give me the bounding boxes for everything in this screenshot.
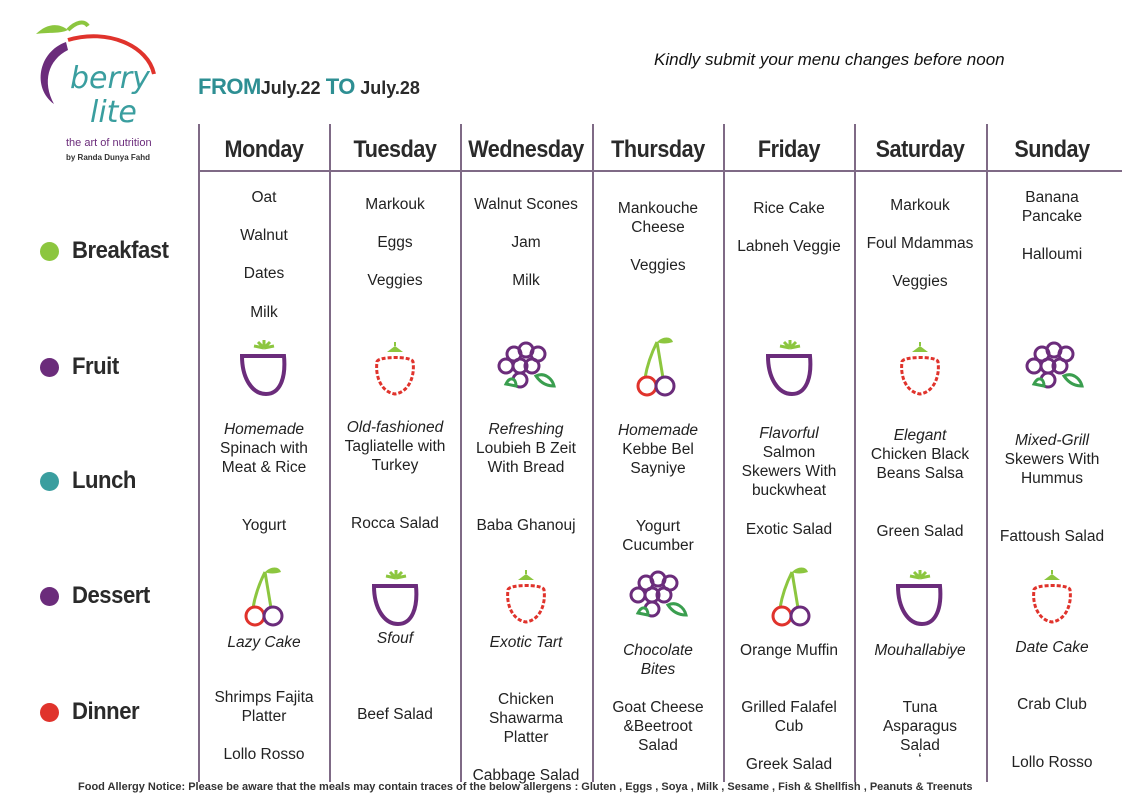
dessert-tuesday: Sfouf [376, 630, 414, 647]
menu-item: Markouk [890, 197, 950, 214]
menu-item: Foul Mdammas [866, 235, 974, 252]
lunch-dish: Chicken Black Beans Salsa [870, 446, 970, 482]
day-header-wednesday: Wednesday [468, 136, 584, 163]
day-header-friday: Friday [757, 136, 821, 163]
grapes-icon [628, 565, 688, 629]
to-date: July.28 [360, 78, 420, 98]
dinner-monday [199, 688, 329, 764]
breakfast-sunday [987, 188, 1117, 264]
from-date: July.22 [260, 78, 321, 98]
breakfast-tuesday [330, 195, 460, 290]
menu-item: Goat Cheese &Beetroot Salad [612, 699, 704, 754]
menu-item: Dates [243, 265, 285, 282]
dinner-thursday [593, 698, 723, 755]
lunch-side-sunday: Fattoush Salad [999, 528, 1105, 545]
grapes-icon [496, 336, 556, 400]
dessert-wednesday: Exotic Tart [489, 634, 563, 651]
plum-icon [760, 338, 820, 402]
lunch-dish: Salmon Skewers With buckwheat [741, 444, 837, 499]
menu-item: Mankouche Cheese [617, 200, 699, 236]
lunch-adjective: Old-fashioned [346, 419, 444, 436]
lunch-dot [40, 472, 59, 491]
menu-item: Cabbage Salad [472, 767, 580, 784]
plum-icon [366, 568, 426, 632]
strawberry-icon [496, 568, 556, 632]
dessert-thursday [593, 641, 723, 679]
menu-item: Walnut Scones [474, 196, 578, 213]
menu-item: Veggies [892, 273, 948, 290]
plum-icon [890, 568, 950, 632]
breakfast-wednesday [461, 195, 591, 290]
lunch-friday [724, 424, 854, 500]
menu-item: Tuna Asparagus Salad [882, 699, 958, 754]
lunch-thursday [593, 421, 723, 478]
lunch-sunday [987, 431, 1117, 488]
meal-label-fruit: Fruit [40, 352, 123, 382]
lunch-side-monday: Yogurt [241, 517, 287, 534]
lunch-side-thursday [593, 517, 723, 555]
day-header-saturday: Saturday [875, 136, 965, 163]
fruit-dot [40, 358, 59, 377]
lunch-side-saturday: Green Salad [876, 523, 964, 540]
dessert-friday: Orange Muffin [740, 642, 838, 659]
lunch-dish: Spinach with Meat & Rice [220, 440, 308, 476]
meal-label-dinner: Dinner [40, 697, 145, 727]
dessert-monday: Lazy Cake [227, 634, 301, 651]
svg-text:the art of nutrition: the art of nutrition [66, 137, 152, 149]
menu-item: Jam [511, 234, 541, 251]
menu-item: Banana Pancake [1021, 189, 1083, 225]
dinner-dot [40, 703, 59, 722]
breakfast-monday [199, 188, 329, 322]
cherries-icon [627, 334, 687, 398]
menu-item: Milk [250, 304, 278, 321]
menu-item: Lollo Rosso [1011, 754, 1093, 771]
lunch-dish: Kebbe Bel Sayniye [622, 441, 694, 477]
date-range [198, 74, 420, 100]
lunch-side-friday: Exotic Salad [745, 521, 833, 538]
berry-lite-logo [28, 18, 163, 168]
dinner-saturday [855, 698, 985, 768]
lunch-dish: Skewers With Hummus [1004, 451, 1100, 487]
menu-item: Beef Salad [357, 706, 433, 723]
menu-item: Crab Club [1017, 696, 1087, 713]
strawberry-icon [1022, 568, 1082, 632]
breakfast-saturday [855, 196, 985, 291]
lunch-dish: Tagliatelle with Turkey [344, 438, 446, 474]
menu-item: Oat [251, 189, 277, 206]
lunch-saturday [855, 426, 985, 483]
lunch-adjective: Mixed-Grill [1014, 432, 1090, 449]
svg-text:lite: lite [90, 95, 137, 130]
breakfast-thursday [593, 199, 723, 275]
cherries-icon [235, 564, 295, 628]
strawberry-icon [890, 340, 950, 404]
lunch-side-wednesday: Baba Ghanouj [476, 517, 576, 534]
day-header-tuesday: Tuesday [353, 136, 437, 163]
allergy-notice: Food Allergy Notice: Please be aware that the meals may contain traces of the below allergens : Gluten , Eggs , Soya , Milk , Sesame , Fish & Shellfish , Peanuts & Treenuts [78, 781, 973, 793]
menu-item: Walnut [240, 227, 288, 244]
menu-item: Labneh Veggie [737, 238, 841, 255]
menu-item: Veggies [630, 257, 686, 274]
lunch-side: Yogurt Cucumber [622, 518, 694, 554]
menu-item: Lollo Rosso [223, 746, 305, 763]
meal-label-lunch: Lunch [40, 466, 142, 496]
grapes-icon [1024, 336, 1084, 400]
menu-item: Grilled Falafel Cub [741, 699, 837, 735]
lunch-wednesday [461, 420, 591, 477]
lunch-tuesday [330, 418, 460, 475]
breakfast-dot [40, 242, 59, 261]
plum-icon [234, 338, 294, 402]
day-header-thursday: Thursday [611, 136, 705, 163]
lunch-monday [199, 420, 329, 477]
menu-item: Greek Salad [745, 756, 833, 773]
svg-text:berry: berry [70, 61, 150, 96]
day-header-monday: Monday [224, 136, 304, 163]
menu-item: Chicken Shawarma Platter [488, 691, 564, 746]
menu-item: Eggs [377, 234, 413, 251]
header-divider [198, 170, 1122, 172]
dessert-name: Chocolate Bites [623, 642, 693, 678]
dinner-sunday [987, 695, 1117, 772]
menu-item: Halloumi [1021, 246, 1083, 263]
dessert-saturday: Mouhallabiye [874, 642, 966, 659]
menu-item: Rice Cake [753, 200, 825, 217]
svg-text:by Randa Dunya Fahd: by Randa Dunya Fahd [66, 153, 151, 162]
lunch-adjective: Elegant [893, 427, 947, 444]
lunch-adjective: Homemade [617, 422, 699, 439]
menu-item: ‘ [918, 751, 922, 768]
meal-label-breakfast: Breakfast [40, 236, 177, 266]
day-header-sunday: Sunday [1014, 136, 1090, 163]
dinner-wednesday [461, 690, 591, 785]
submission-notice: Kindly submit your menu changes before noon [654, 50, 1005, 69]
dessert-sunday: Date Cake [1015, 639, 1089, 656]
lunch-adjective: Refreshing [488, 421, 564, 438]
lunch-side-tuesday: Rocca Salad [351, 515, 439, 532]
menu-item: Shrimps Fajita Platter [214, 689, 314, 725]
breakfast-friday [724, 199, 854, 256]
lunch-adjective: Flavorful [759, 425, 819, 442]
menu-item: Markouk [365, 196, 425, 213]
dinner-tuesday [330, 705, 460, 724]
from-label: FROM [198, 74, 261, 99]
menu-item: Milk [512, 272, 540, 289]
meal-label-dessert: Dessert [40, 581, 157, 611]
strawberry-icon [365, 340, 425, 404]
cherries-icon [762, 564, 822, 628]
dessert-dot [40, 587, 59, 606]
to-label: TO [325, 74, 355, 99]
lunch-adjective: Homemade [223, 421, 305, 438]
lunch-dish: Loubieh B Zeit With Bread [476, 440, 576, 476]
dinner-friday [724, 698, 854, 774]
menu-item: Veggies [367, 272, 423, 289]
